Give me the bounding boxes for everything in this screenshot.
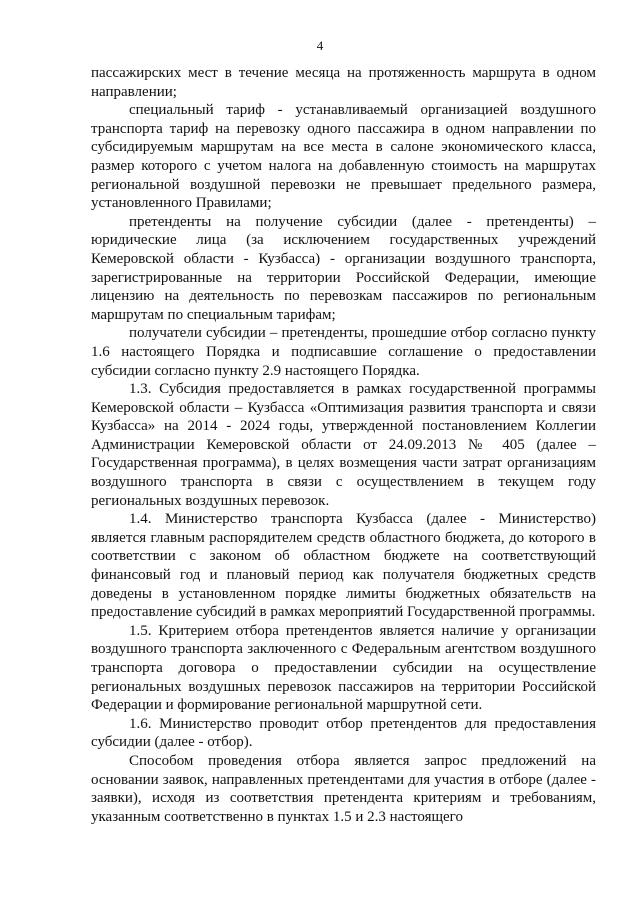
paragraph-recipients: получатели субсидии – претенденты, прошедшие отбор согласно пункту 1.6 настоящего Порядка и подписавшие соглашение о предоставлении субсидии согласно пункту 2.9 настоящего Порядка. bbox=[91, 325, 596, 379]
paragraph-1-5: 1.5. Критерием отбора претендентов является наличие у организации воздушного транспорта заключенного с Федеральным агентством воздушного транспорта договора о предоставлении субсидии на осуществление региональных воздушных перевозок пассажиров на территории Российской Федерации и формирование региональной маршрутной сети. bbox=[91, 622, 596, 714]
paragraph-selection-method: Способом проведения отбора является запрос предложений на основании заявок, направленных претендентами для участия в отборе (далее - заявки), исходя из соответствия претендента критериям и требованиям, указанным соответственно в пунктах 1.5 и 2.3 настоящего bbox=[91, 752, 596, 825]
page-number: 4 bbox=[316, 38, 324, 53]
paragraph-seat-definition-continuation: пассажирских мест в течение месяца на протяженность маршрута в одном направлении; bbox=[91, 65, 596, 100]
document-body bbox=[91, 64, 596, 826]
paragraph-1-6: 1.6. Министерство проводит отбор претендентов для предоставления субсидии (далее - отбор). bbox=[91, 715, 596, 751]
paragraph-special-tariff: специальный тариф - устанавливаемый организацией воздушного транспорта тариф на перевозку одного пассажира в одном направлении по субсидируемым маршрутам на все места в салоне экономического класса, размер которого с учетом налога на добавленную стоимость на маршрутах региональной воздушной перевозки не превышает предельного размера, установленного Правилами; bbox=[91, 102, 596, 212]
paragraph-applicants: претенденты на получение субсидии (далее - претенденты) – юридические лица (за исключением государственных учреждений Кемеровской области - Кузбасса) - организации воздушного транспорта, зарегистрированные на территории Российской Федерации, имеющие лицензию на деятельность по перевозкам пассажиров по региональным маршрутам по специальным тарифам; bbox=[91, 213, 596, 323]
paragraph-1-3: 1.3. Субсидия предоставляется в рамках государственной программы Кемеровской области – Кузбасса «Оптимизация развития транспорта и связи Кузбасса» на 2014 - 2024 годы, утвержденной постановлением Коллегии Администрации Кемеровской области от 24.09.2013 № 405 (далее – Государственная программа), в целях возмещения части затрат организациям воздушного транспорта в связи с осуществлением в текущем году региональных воздушных перевозок. bbox=[91, 381, 596, 509]
paragraph-1-4: 1.4. Министерство транспорта Кузбасса (далее - Министерство) является главным распорядителем средств областного бюджета, до которого в соответствии с законом об областном бюджете на соответствующий финансовый год и плановый период как получателя бюджетных средств доведены в установленном порядке лимиты бюджетных обязательств на предоставление субсидий в рамках мероприятий Государственной программы. bbox=[91, 511, 596, 621]
